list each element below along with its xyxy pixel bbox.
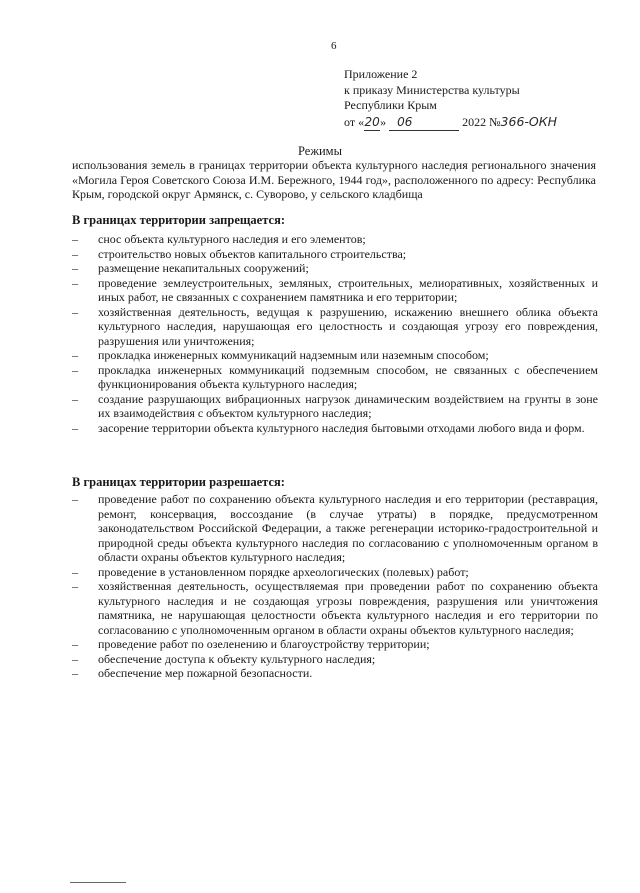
list-item-text: строительство новых объектов капитального строительства; (98, 246, 407, 261)
list-item-text: обеспечение мер пожарной безопасности. (98, 666, 313, 680)
list-dash: – (72, 362, 78, 377)
list-item (72, 247, 598, 262)
list-item-text: размещение некапитальных сооружений; (98, 261, 309, 275)
list-item (72, 565, 598, 580)
document-title: Режимы (298, 144, 342, 158)
list-dash: – (72, 420, 78, 435)
page-number: 6 (331, 40, 337, 52)
list-item (72, 637, 598, 652)
list-dash: – (72, 492, 78, 506)
list-dash: – (72, 579, 78, 593)
list-item (72, 579, 598, 637)
attachment-date-line (344, 114, 604, 132)
list-item (72, 232, 598, 247)
list-item (72, 348, 598, 363)
prohibited-heading: В границах территории запрещается: (72, 213, 286, 227)
handwritten-day: 20 (364, 115, 380, 132)
list-item-text: обеспечение доступа к объекту культурного наследия; (98, 651, 376, 666)
date-mid: » (380, 114, 387, 129)
attachment-block (344, 67, 604, 131)
list-item-text: прокладка инженерных коммуникаций надземным или наземным способом; (98, 348, 489, 362)
date-prefix: от « (344, 114, 365, 129)
list-dash: – (72, 275, 78, 290)
list-item-text: хозяйственная деятельность, осуществляемая при проведении работ по сохранению объекта культурного наследия и не создающая угрозы повреждения, разрушения или уничтожения памятника, не нарушающая целостности объекта культурного наследия и его территории по согласованию с уполномоченным органом в области охраны объектов культурного наследия; (98, 579, 598, 637)
list-dash: – (72, 348, 78, 362)
list-dash: – (72, 666, 78, 680)
list-item (72, 392, 598, 421)
list-item-text: проведение работ по озеленению и благоустройству территории; (98, 637, 430, 651)
list-item-text: проведение землеустроительных, земляных, строительных, мелиоративных, хозяйственных и иных работ, не связанных с сохранением памятника и его территории; (98, 275, 598, 304)
attachment-line-2: к приказу Министерства культуры (344, 82, 520, 97)
permitted-list (72, 492, 598, 681)
list-item-text: проведение работ по сохранению объекта культурного наследия и его территории (реставрация, ремонт, консервация, воссоздание (в случае утраты) в порядке, предусмотренном законодательством Российской Федерации, а также регенерации историко-градостроительной и природной среды объекта культурного наследия по согласованию с уполномоченным органом в области охраны объектов культурного наследия; (98, 492, 598, 564)
list-item (72, 261, 598, 276)
list-dash: – (72, 651, 78, 666)
document-subtitle: использования земель в границах территории объекта культурного наследия регионального значения «Могила Героя Советского Союза И.М. Бережного, 1944 год», расположенного по адресу: Республика Крым, городской округ Армянск, с. Суворово, у сельского кладбища (72, 158, 596, 201)
list-item (72, 492, 598, 565)
prohibited-list (72, 232, 598, 435)
list-dash: – (72, 304, 78, 319)
list-item (72, 363, 598, 392)
permitted-heading: В границах территории разрешается: (72, 475, 285, 489)
list-item-text: проведение в установленном порядке археологических (полевых) работ; (98, 564, 469, 579)
list-item-text: создание разрушающих вибрационных нагрузок динамическим воздействием на грунты в зоне их взаимодействия с объектом культурного наследия; (98, 391, 598, 420)
list-dash: – (72, 564, 78, 579)
list-item (72, 276, 598, 305)
footer-divider (70, 882, 126, 883)
list-item-text: прокладка инженерных коммуникаций подземным способом, не связанных с обеспечением функционирования объекта культурного наследия; (98, 362, 598, 391)
attachment-line-3: Республики Крым (344, 98, 437, 112)
list-item (72, 421, 598, 436)
list-dash: – (72, 637, 78, 651)
list-item-text: засорение территории объекта культурного наследия бытовыми отходами любого вида и форм. (98, 420, 585, 435)
list-dash: – (72, 232, 78, 246)
list-item-text: хозяйственная деятельность, ведущая к разрушению, искажению внешнего облика объекта культурного наследия, нарушающая его целостность и создающая угрозу его повреждения, разрушения или уничтожения; (98, 304, 598, 348)
list-dash: – (72, 261, 78, 275)
attachment-line-1: Приложение 2 (344, 67, 418, 81)
handwritten-month: 06 (389, 115, 459, 132)
list-item-text: снос объекта культурного наследия и его элементов; (98, 232, 366, 246)
list-item (72, 666, 598, 681)
date-year: 2022 № (462, 114, 501, 129)
list-item (72, 305, 598, 349)
handwritten-doc-number: 366-ОКН (500, 113, 558, 129)
list-item (72, 652, 598, 667)
list-dash: – (72, 391, 78, 406)
list-dash: – (72, 246, 78, 261)
